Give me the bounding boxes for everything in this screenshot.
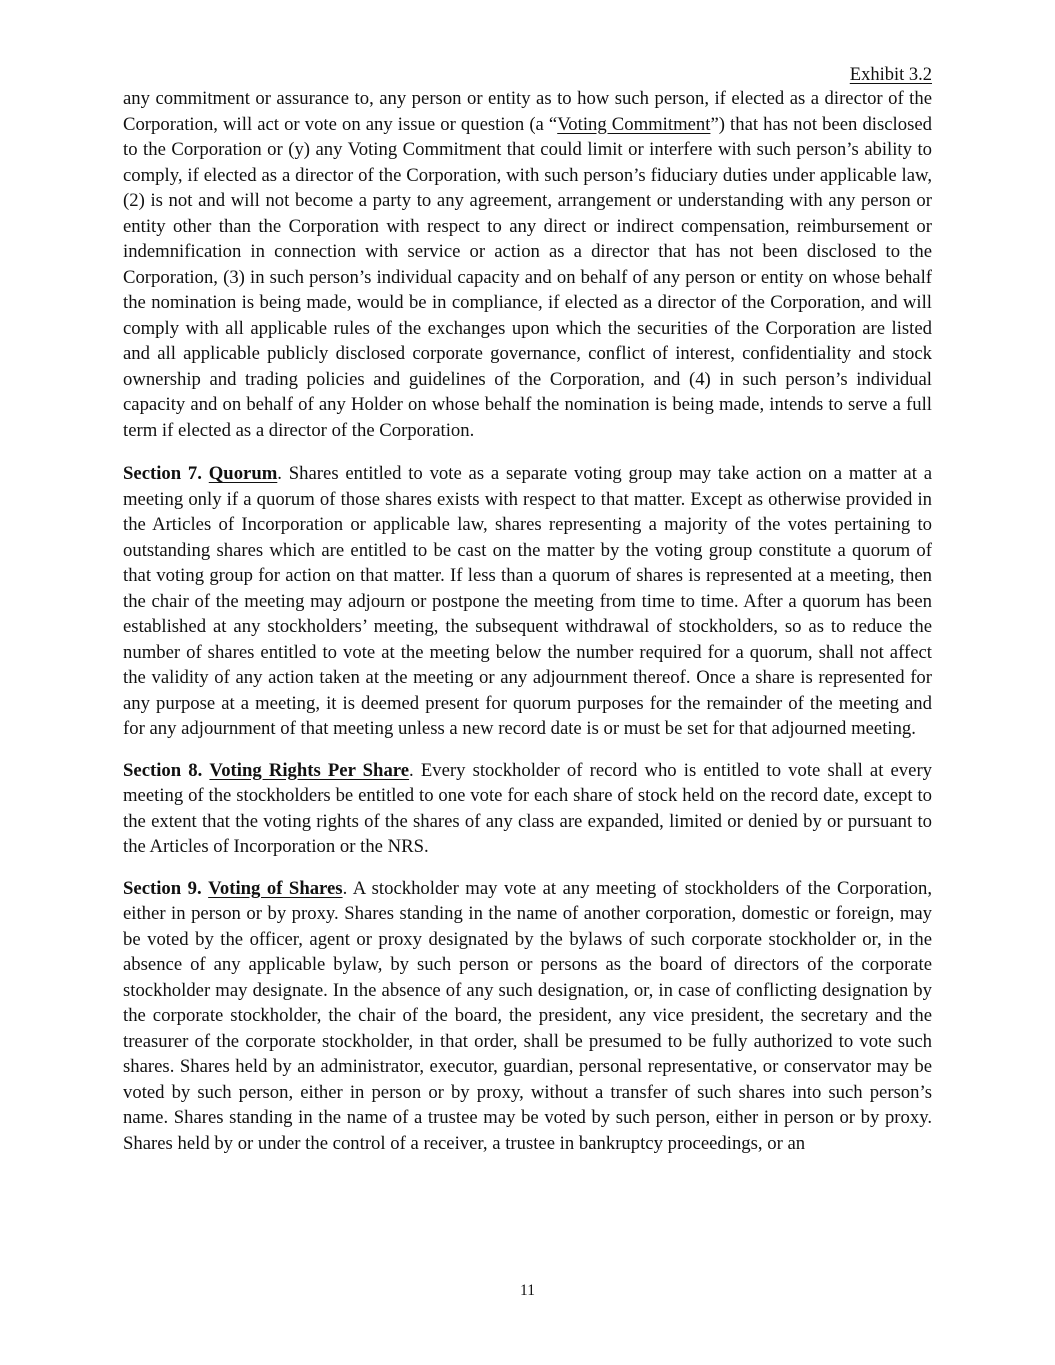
section-7-paragraph — [123, 461, 932, 742]
section-9-paragraph — [123, 876, 932, 1157]
section-8-title: Voting Rights Per Share — [209, 759, 410, 781]
section-8-label: Section 8. — [123, 759, 203, 781]
section-9-title: Voting of Shares — [208, 877, 343, 899]
section-7-title: Quorum — [208, 463, 278, 484]
page-number: 11 — [520, 1282, 535, 1299]
continuation-text-2: ”) that has not been disclosed to the Corporation or (y) any Voting Commitment that could limit or interfere with such person’s ability to comply, if elected as a director of the Corporation, with such person’s fiduciary duties under applicable law, (2) is not and will not become a party to any agreement, arrangement or understanding with any person or entity other than the Corporation with respect to any direct or indirect compensation, reimbursement or indemnification in connection with service or action as a director that has not been disclosed to the Corporation, (3) in such person’s individual capacity and on behalf of any person or entity on whose behalf the nomination is being made, would be in compliance, if elected as a director of the Corporation, and will comply with all applicable rules of the exchanges upon which the securities of the Corporation are listed and all applicable publicly disclosed corporate governance, conflict of interest, confidentiality and stock ownership and trading policies and guidelines of the Corporation, and (4) in such person’s individual capacity and on behalf of any Holder on whose behalf the nomination is being made, intends to serve a full term if elected as a director of the Corporation. — [123, 113, 932, 441]
section-9-label: Section 9. — [123, 877, 202, 899]
exhibit-label: Exhibit 3.2 — [849, 65, 932, 85]
continuation-paragraph — [123, 86, 932, 443]
section-8-paragraph — [123, 758, 932, 860]
section-9-text: . A stockholder may vote at any meeting of stockholders of the Corporation, either in person or by proxy. Shares standing in the name of another corporation, domestic or foreign, may be voted by the officer, agent or proxy designated by the bylaws of such corporate stockholder or, in the absence of any applicable bylaw, by such person or persons as the board of directors of the corporate stockholder may designate. In the absence of any such designation, or, in case of conflicting designation by the corporate stockholder, the chair of the board, the president, any vice president, the secretary and the treasurer of the corporate stockholder, in that order, shall be presumed to be fully authorized to vote such shares. Shares held by an administrator, executor, guardian, personal representative, or conservator may be voted by such person, either in person or by proxy, without a transfer of such shares into such person’s name. Shares standing in the name of a trustee may be voted by such person, either in person or by proxy. Shares held by or under the control of a receiver, a trustee in bankruptcy proceedings, or an — [123, 877, 933, 1154]
document-body — [123, 86, 932, 1172]
section-7-label: Section 7. — [123, 463, 202, 484]
continuation-text-1: any commitment or assurance to, any person or entity as to how such person, if elected as a director of the Corporation, will act or vote on any issue or question (a “ — [123, 88, 932, 135]
section-8-text: . Every stockholder of record who is entitled to vote shall at every meeting of the stockholders be entitled to one vote for each share of stock held on the record date, except to the extent that the voting rights of the shares of any class are expanded, limited or denied by or pursuant to the Articles of Incorporation or the NRS. — [123, 759, 933, 857]
defined-term-voting-commitment: Voting Commitment — [557, 113, 711, 135]
section-7-text: . Shares entitled to vote as a separate voting group may take action on a matter at a meeting only if a quorum of those shares exists with respect to that matter. Except as otherwise provided in the Articles of Incorporation or applicable law, shares representing a majority of the votes pertaining to outstanding shares which are entitled to be cast on the matter by the voting group constitute a quorum of that voting group for action on that matter. If less than a quorum of shares is represented at a meeting, then the chair of the meeting may adjourn or postpone the meeting from time to time. After a quorum has been established at any stockholders’ meeting, the subsequent withdrawal of stockholders, so as to reduce the number of shares entitled to vote at the meeting below the number required for a quorum, shall not affect the validity of any action taken at the meeting or any adjournment thereof. Once a share is represented for any purpose at a meeting, it is deemed present for quorum purposes for the remainder of the meeting and for any adjournment of that meeting unless a new record date is or must be set for that adjourned meeting. — [123, 463, 932, 739]
